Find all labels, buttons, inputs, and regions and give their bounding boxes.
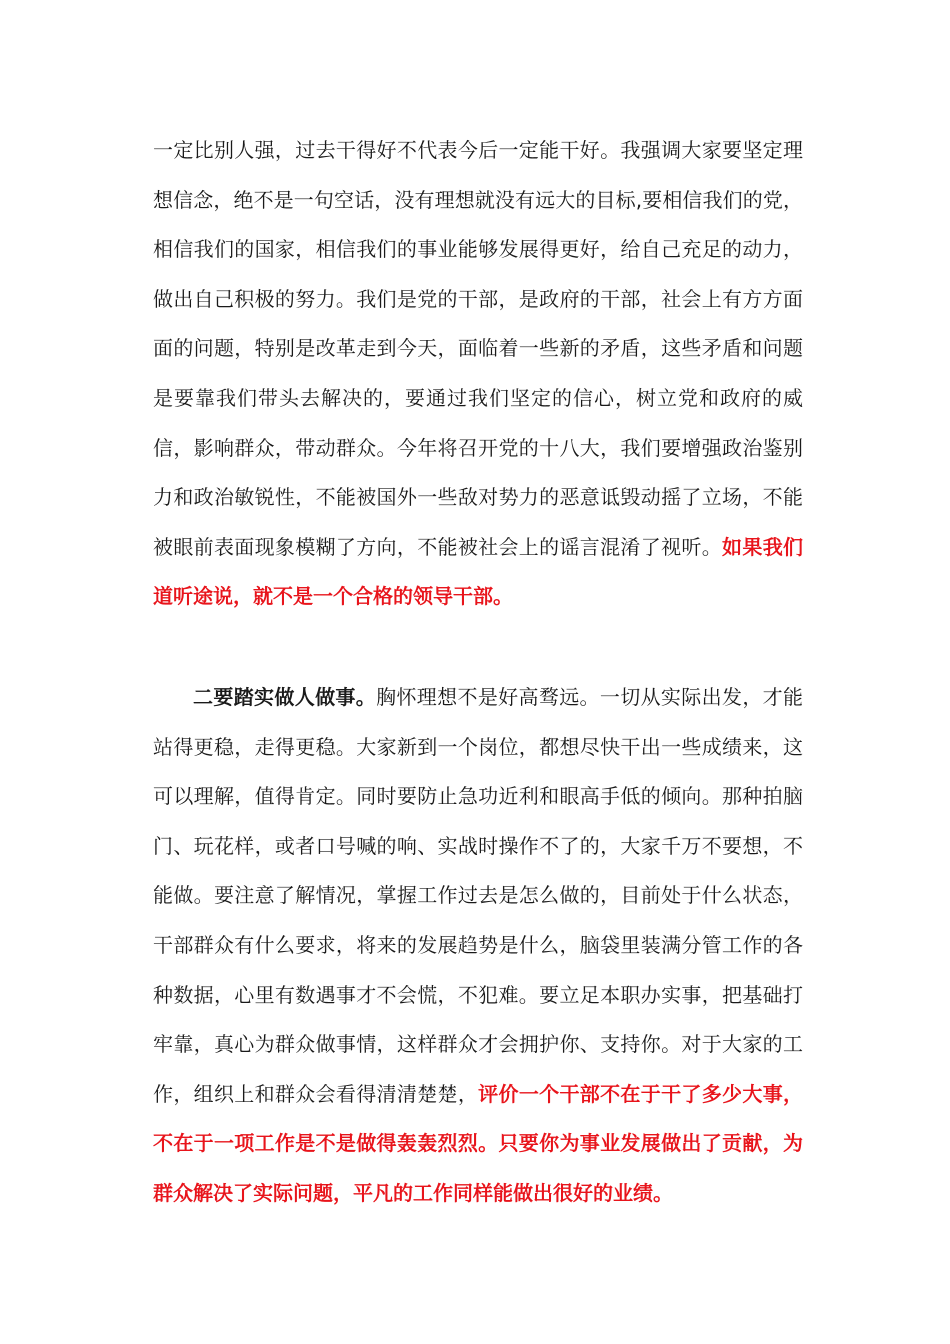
paragraph-2-heading: 二要踏实做人做事。 xyxy=(193,685,377,709)
paragraph-1-text: 一定比别人强，过去干得好不代表今后一定能干好。我强调大家要坚定理想信念，绝不是一句空话，没有理想就没有远大的目标,要相信我们的党，相信我们的国家，相信我们的事业能够发展得更好，给自己充足的动力，做出自己积极的努力。我们是党的干部，是政府的干部，社会上有方方面面的问题，特别是改革走到今天，面临着一些新的矛盾，这些矛盾和问题是要靠我们带头去解决的，要通过我们坚定的信心，树立党和政府的威信，影响群众，带动群众。今年将召开党的十八大，我们要增强政治鉴别力和政治敏锐性，不能被国外一些敌对势力的恶意诋毁动摇了立场，不能被眼前表面现象模糊了方向，不能被社会上的谣言混淆了视听。 xyxy=(153,138,803,559)
paragraph-2-text: 胸怀理想不是好高骛远。一切从实际出发，才能站得更稳，走得更稳。大家新到一个岗位，都想尽快干出一些成绩来，这可以理解，值得肯定。同时要防止急功近利和眼高手低的倾向。那种拍脑门、玩花样，或者口号喊的响、实战时操作不了的，大家千万不要想，不能做。要注意了解情况，掌握工作过去是怎么做的，目前处于什么状态，干部群众有什么要求，将来的发展趋势是什么，脑袋里装满分管工作的各种数据，心里有数遇事才不会慌，不犯难。要立足本职办实事，把基础打牢靠，真心为群众做事情，这样群众才会拥护你、支持你。对于大家的工作，组织上和群众会看得清清楚楚， xyxy=(153,685,804,1106)
paragraph-2 xyxy=(153,673,803,1219)
paragraph-1 xyxy=(153,126,803,622)
paragraph-2-highlight: 评价一个干部不在于干了多少大事，不在于一项工作是不是做得轰轰烈烈。只要你为事业发展做出了贡献，为群众解决了实际问题，平凡的工作同样能做出很好的业绩。 xyxy=(153,1081,804,1205)
paragraph-1-highlight: 如果我们道听途说，就不是一个合格的领导干部。 xyxy=(153,534,804,609)
